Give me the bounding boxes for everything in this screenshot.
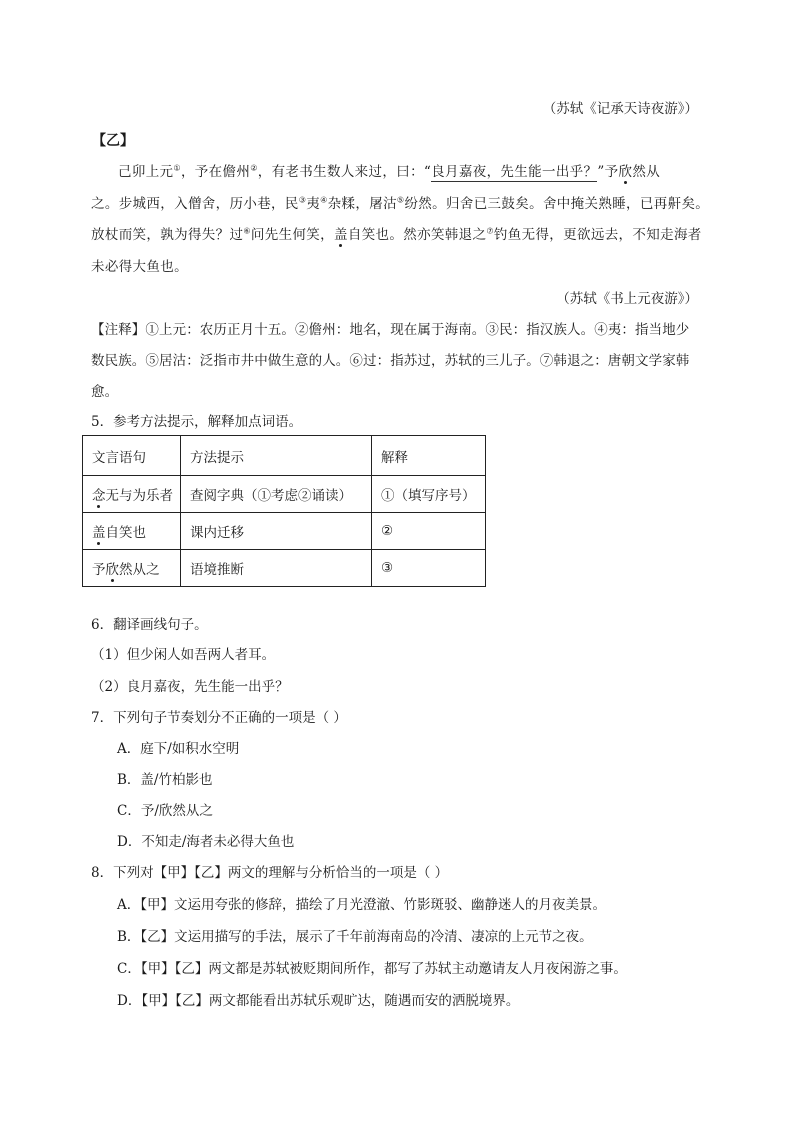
table-row — [83, 550, 486, 587]
yi-text: 纷然。归舍已三鼓矣。舍中掩关熟睡，已再鼾矣。 — [404, 196, 710, 212]
q8-option-a: A．【甲】文运用夸张的修辞，描绘了月光澄澈、竹影斑驳、幽静迷人的月夜美景。 — [117, 897, 606, 913]
yi-line-2 — [91, 192, 709, 212]
table-cell-method: 查阅字典（①考虑②诵读） — [181, 476, 372, 513]
table-cell-phrase — [83, 476, 181, 513]
table-cell-method: 语境推断 — [181, 550, 372, 587]
phrase-text: 予 — [92, 562, 106, 578]
table-cell-method: 课内迁移 — [181, 513, 372, 550]
q8-option-d: D．【甲】【乙】两文都能看出苏轼乐观旷达，随遇而安的洒脱境界。 — [117, 993, 520, 1009]
table-cell-phrase — [83, 550, 181, 587]
source-jia: （苏轼《记承天诗夜游》） — [542, 101, 698, 117]
yi-text: 然从 — [632, 164, 661, 180]
footnote-marker: ④ — [320, 195, 328, 205]
phrase-text: 然从之 — [119, 562, 160, 578]
dotted-word: 盖 — [92, 525, 106, 541]
notes-line-3: 愈。 — [91, 384, 119, 400]
footnote-marker: ⑦ — [486, 226, 494, 236]
q8-option-b: B．【乙】文运用描写的手法，展示了千年前海南岛的冷清、凄凉的上元节之夜。 — [117, 929, 593, 945]
footnote-marker: ③ — [298, 195, 307, 205]
q7-option-c: C．予/欣然从之 — [117, 803, 213, 819]
footnote-marker: ① — [173, 163, 181, 173]
source-yi: （苏轼《书上元夜游》） — [556, 291, 698, 307]
dotted-word: 欣 — [618, 164, 633, 180]
table-cell-answer: ② — [372, 513, 486, 550]
table-cell-answer: ①（填写序号） — [372, 476, 486, 513]
q7-option-b: B．盖/竹柏影也 — [117, 772, 213, 788]
notes-line-2: 数民族。⑤居沽：泛指市井中做生意的人。⑥过：指苏过，苏轼的三儿子。⑦韩退之：唐朝文学家韩 — [91, 353, 690, 369]
q7-option-d: D．不知走/海者未必得大鱼也 — [117, 834, 295, 850]
yi-line-1 — [118, 160, 660, 180]
yi-line-3 — [91, 223, 702, 243]
yi-text: 之。步城西，入僧舍，历小巷，民 — [91, 196, 299, 212]
q6-item-1: （1）但少闲人如吾两人者耳。 — [91, 647, 276, 663]
table-header: 方法提示 — [181, 436, 372, 476]
footnote-marker: ⑥ — [243, 226, 251, 236]
phrase-text: 无与为乐者 — [105, 488, 173, 504]
q7-prompt: 7．下列句子节奏划分不正确的一项是（ ） — [91, 710, 347, 726]
underlined-sentence: 良月嘉夜，先生能一出乎？ — [431, 164, 598, 180]
section-yi-label: 【乙】 — [92, 133, 134, 149]
footnote-marker: ② — [250, 163, 258, 173]
yi-text: 问先生何笑， — [250, 227, 334, 243]
q8-prompt: 8．下列对【甲】【乙】两文的理解与分析恰当的一项是（ ） — [91, 865, 449, 881]
table-cell-answer: ③ — [372, 550, 486, 587]
q6-item-2: （2）良月嘉夜，先生能一出乎？ — [91, 679, 289, 695]
q7-option-a: A．庭下/如积水空明 — [117, 741, 240, 757]
yi-text: 杂糅，屠沽 — [327, 196, 397, 212]
dotted-word: 盖 — [334, 227, 348, 243]
table-header: 文言语句 — [83, 436, 181, 476]
table-cell-phrase — [83, 513, 181, 550]
phrase-text: 自笑也 — [105, 525, 146, 541]
table-header-row — [83, 436, 486, 476]
yi-text: 夷 — [306, 196, 321, 212]
q5-table — [82, 435, 486, 587]
notes-line-1: 【注释】①上元：农历正月十五。②儋州：地名，现在属于海南。③民：指汉族人。④夷：指当地少 — [91, 322, 690, 338]
q8-option-c: C．【甲】【乙】两文都是苏轼被贬期间所作，都写了苏轼主动邀请友人月夜闲游之事。 — [117, 961, 627, 977]
yi-text: 己卯上元 — [118, 164, 174, 180]
q6-prompt: 6．翻译画线句子。 — [91, 617, 208, 633]
table-row — [83, 476, 486, 513]
yi-text: ，予在儋州 — [180, 164, 251, 180]
yi-line-4: 未必得大鱼也。 — [91, 259, 188, 275]
footnote-marker: ⑤ — [396, 195, 405, 205]
yi-text: 钓鱼无得，更欲远去，不知走海者 — [493, 227, 702, 243]
yi-text: 放杖而笑，孰为得失？过 — [91, 227, 244, 243]
yi-text: ”予 — [597, 164, 619, 180]
yi-text: 自笑也。然亦笑韩退之 — [347, 227, 487, 243]
q5-prompt: 5．参考方法提示，解释加点词语。 — [91, 414, 303, 430]
table-row — [83, 513, 486, 550]
dotted-word: 念 — [92, 488, 106, 504]
yi-text: ，有老书生数人来过，曰：“ — [257, 164, 432, 180]
table-header: 解释 — [372, 436, 486, 476]
dotted-word: 欣 — [105, 562, 119, 578]
